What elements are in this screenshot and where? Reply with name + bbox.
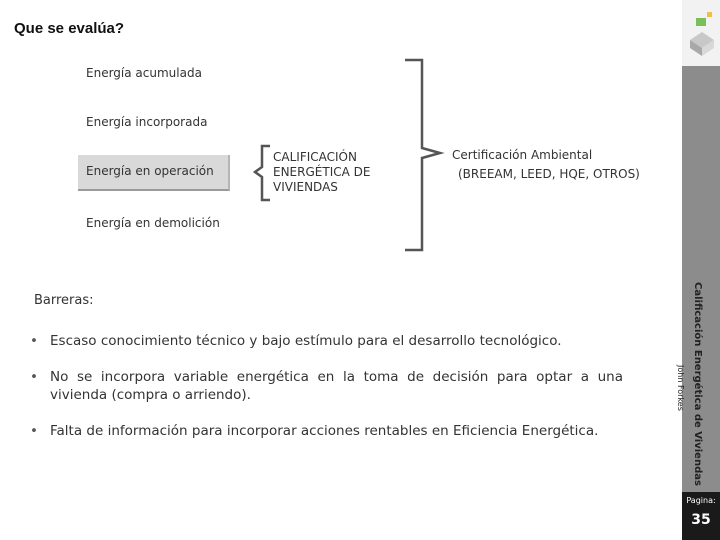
list-item — [28, 332, 623, 350]
building-icon — [682, 0, 720, 66]
calificacion-line-3: VIVIENDAS — [273, 180, 338, 194]
course-name: Calificación Energética de Viviendas — [692, 282, 703, 486]
item-text: y bajo estímulo para el desarrollo tecnológico. — [245, 333, 562, 349]
calificacion-line-2: ENERGÉTICA DE — [273, 165, 371, 179]
author-name: John Forkes — [676, 365, 685, 411]
energy-accumulated-label: Energía acumulada — [86, 66, 202, 80]
page-number-box — [682, 492, 720, 540]
energy-operation-label: Energía en operación — [86, 164, 214, 178]
barreras-list — [28, 332, 623, 458]
energy-incorporated-label: Energía incorporada — [86, 115, 208, 129]
item-bold-text: Escaso conocimiento técnico — [50, 333, 246, 349]
barreras-heading: Barreras: — [34, 293, 94, 308]
calificacion-block — [273, 150, 370, 195]
calificacion-line-1: CALIFICACIÓN — [273, 150, 357, 164]
page-label: Pagina: — [686, 496, 716, 505]
energy-demolition-label: Energía en demolición — [86, 216, 220, 230]
list-item — [28, 368, 623, 404]
left-brace — [255, 146, 270, 200]
page-number: 35 — [691, 512, 711, 528]
list-item — [28, 422, 623, 440]
item-prefix: No se incorpora — [50, 369, 174, 385]
page-title: Que se evalúa? — [14, 20, 125, 37]
building-logo — [682, 0, 720, 66]
certificacion-line-1: Certificación Ambiental — [452, 148, 593, 162]
item-text: para optar a una vivienda (compra o arriendo). — [50, 369, 623, 403]
item-bold-text: Falta de información — [50, 423, 188, 439]
item-text: para incorporar acciones rentables en Eficiencia Energética. — [187, 423, 599, 439]
item-bold-text: variable energética en la toma de decisión — [173, 369, 489, 385]
certificacion-line-2: (BREEAM, LEED, HQE, OTROS) — [458, 167, 640, 181]
right-brace — [405, 60, 440, 250]
certificacion-block — [452, 146, 640, 184]
